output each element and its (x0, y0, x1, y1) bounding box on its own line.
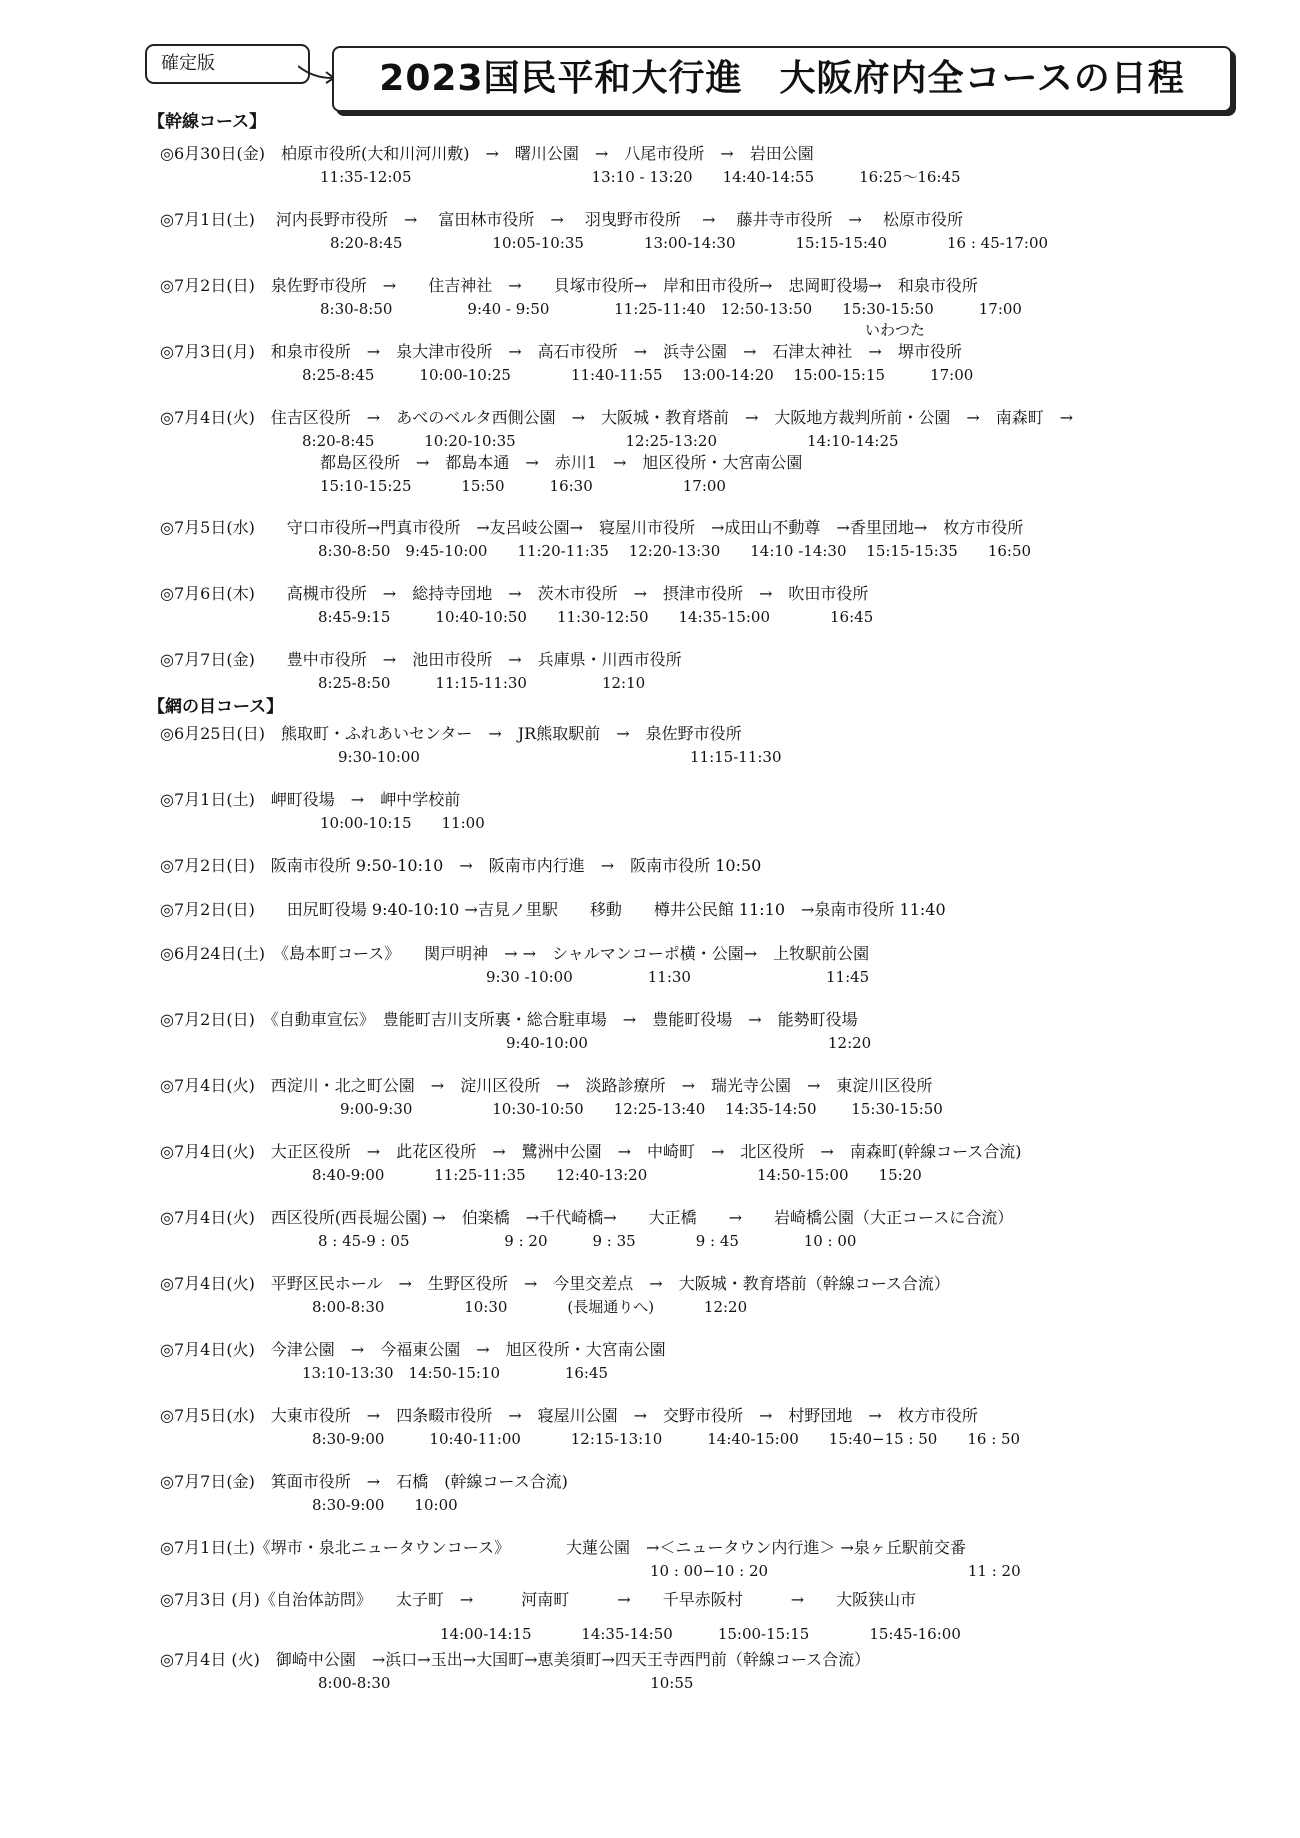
time-line: 8:30-9:00 10:40-11:00 12:15-13:10 14:40-15:00 15:40−15 : 50 16 : 50 (312, 1430, 1021, 1448)
time-line: 9:40-10:00 12:20 (506, 1034, 872, 1052)
time-line: 8:20-8:45 10:05-10:35 13:00-14:30 15:15-15:40 16 : 45-17:00 (330, 234, 1049, 252)
time-line: 8:20-8:45 10:20-10:35 12:25-13:20 14:10-14:25 (302, 432, 899, 450)
time-line: 9:30-10:00 11:15-11:30 (338, 748, 782, 766)
time-line: 15:10-15:25 15:50 16:30 17:00 (320, 477, 726, 495)
schedule-line: ◎7月4日(火) 西淀川・北之町公園 → 淀川区役所 → 淡路診療所 → 瑞光寺公園 → 東淀川区役所 (160, 1076, 933, 1095)
time-line: 11:35-12:05 13:10 - 13:20 14:40-14:55 16:25〜16:45 (320, 168, 961, 186)
schedule-line: ◎7月4日(火) 今津公園 → 今福東公園 → 旭区役所・大宮南公園 (160, 1340, 666, 1359)
schedule-line: ◎7月5日(水) 守口市役所→門真市役所 →友呂岐公園→ 寝屋川市役所 →成田山不動尊 →香里団地→ 枚方市役所 (160, 518, 1024, 537)
schedule-line: ◎7月2日(日) 《自動車宣伝》 豊能町吉川支所裏・総合駐車場 → 豊能町役場 → 能勢町役場 (160, 1010, 858, 1029)
schedule-line: ◎7月2日(日) 阪南市役所 9:50-10:10 → 阪南市内行進 → 阪南市役所 10:50 (160, 856, 762, 875)
section-heading-trunk: 【幹線コース】 (148, 112, 267, 132)
time-line: 8:00-8:30 10:30 (長堀通りへ) 12:20 (312, 1298, 748, 1316)
time-line: 10 : 00−10 : 20 11 : 20 (650, 1562, 1021, 1580)
schedule-line: ◎7月4日(火) 平野区民ホール → 生野区役所 → 今里交差点 → 大阪城・教育塔前（幹線コース合流） (160, 1274, 950, 1293)
schedule-line: ◎7月5日(水) 大東市役所 → 四条畷市役所 → 寝屋川公園 → 交野市役所 → 村野団地 → 枚方市役所 (160, 1406, 978, 1425)
furigana-note: いわつた (865, 321, 926, 339)
schedule-line: ◎7月3日 (月)《自治体訪問》 太子町 → 河南町 → 千早赤阪村 → 大阪狭山市 (160, 1590, 917, 1609)
schedule-line: ◎7月7日(金) 箕面市役所 → 石橋 (幹線コース合流) (160, 1472, 568, 1491)
schedule-line: ◎7月4日(火) 住吉区役所 → あべのベルタ西側公園 → 大阪城・教育塔前 → 大阪地方裁判所前・公園 → 南森町 → (160, 408, 1074, 427)
schedule-line: ◎6月30日(金) 柏原市役所(大和川河川敷) → 曙川公園 → 八尾市役所 → 岩田公園 (160, 144, 814, 163)
schedule-line: ◎7月4日 (火) 御崎中公園 →浜口→玉出→大国町→恵美須町→四天王寺西門前（幹線コース合流） (160, 1650, 871, 1669)
schedule-line: ◎7月1日(土) 岬町役場 → 岬中学校前 (160, 790, 461, 809)
schedule-line: ◎7月4日(火) 大正区役所 → 此花区役所 → 鷺洲中公園 → 中崎町 → 北区役所 → 南森町(幹線コース合流) (160, 1142, 1022, 1161)
time-line: 10:00-10:15 11:00 (320, 814, 485, 832)
time-line: 8:00-8:30 10:55 (318, 1674, 694, 1692)
time-line: 8:30-8:50 9:40 - 9:50 11:25-11:40 12:50-13:50 15:30-15:50 17:00 (320, 300, 1022, 318)
schedule-line: ◎7月1日(土) 河内長野市役所 → 富田林市役所 → 羽曳野市役所 → 藤井寺市役所 → 松原市役所 (160, 210, 963, 229)
schedule-line: ◎7月7日(金) 豊中市役所 → 池田市役所 → 兵庫県・川西市役所 (160, 650, 682, 669)
schedule-line: ◎6月24日(土) 《島本町コース》 関戸明神 → → シャルマンコーポ横・公園→ 上牧駅前公園 (160, 944, 870, 963)
time-line: 8:25-8:50 11:15-11:30 12:10 (318, 674, 646, 692)
schedule-line: ◎7月3日(月) 和泉市役所 → 泉大津市役所 → 高石市役所 → 浜寺公園 → 石津太神社 → 堺市役所 (160, 342, 962, 361)
schedule-line-continued: 都島区役所 → 都島本通 → 赤川1 → 旭区役所・大宮南公園 (320, 453, 803, 472)
time-line: 8:30-8:50 9:45-10:00 11:20-11:35 12:20-13:30 14:10 -14:30 15:15-15:35 16:50 (318, 542, 1032, 560)
schedule-line: ◎7月1日(土)《堺市・泉北ニュータウンコース》 大蓮公園 →＜ニュータウン内行進＞ →泉ヶ丘駅前交番 (160, 1538, 966, 1557)
schedule-line: ◎7月2日(日) 田尻町役場 9:40-10:10 →吉見ノ里駅 移動 樽井公民館 11:10 →泉南市役所 11:40 (160, 900, 946, 919)
time-line: 8:30-9:00 10:00 (312, 1496, 458, 1514)
schedule-line: ◎7月2日(日) 泉佐野市役所 → 住吉神社 → 貝塚市役所→ 岸和田市役所→ 忠岡町役場→ 和泉市役所 (160, 276, 978, 295)
time-line: 8 : 45-9 : 05 9 : 20 9 : 35 9 : 45 10 : 00 (318, 1232, 857, 1250)
time-line: 9:00-9:30 10:30-10:50 12:25-13:40 14:35-14:50 15:30-15:50 (340, 1100, 943, 1118)
final-version-badge: 確定版 (145, 44, 310, 84)
schedule-line: ◎7月4日(火) 西区役所(西長堀公園) → 伯楽橋 →千代崎橋→ 大正橋 → 岩崎橋公園（大正コースに合流） (160, 1208, 1014, 1227)
time-line: 8:45-9:15 10:40-10:50 11:30-12:50 14:35-15:00 16:45 (318, 608, 874, 626)
time-line: 8:40-9:00 11:25-11:35 12:40-13:20 14:50-15:00 15:20 (312, 1166, 922, 1184)
time-line: 8:25-8:45 10:00-10:25 11:40-11:55 13:00-14:20 15:00-15:15 17:00 (302, 366, 974, 384)
time-line: 14:00-14:15 14:35-14:50 15:00-15:15 15:45-16:00 (440, 1625, 961, 1643)
section-heading-network: 【網の目コース】 (148, 697, 284, 717)
schedule-line: ◎6月25日(日) 熊取町・ふれあいセンター → JR熊取駅前 → 泉佐野市役所 (160, 724, 742, 743)
schedule-line: ◎7月6日(木) 高槻市役所 → 総持寺団地 → 茨木市役所 → 摂津市役所 → 吹田市役所 (160, 584, 869, 603)
page-title: 2023国民平和大行進 大阪府内全コースの日程 (332, 46, 1232, 112)
time-line: 13:10-13:30 14:50-15:10 16:45 (302, 1364, 609, 1382)
time-line: 9:30 -10:00 11:30 11:45 (486, 968, 870, 986)
